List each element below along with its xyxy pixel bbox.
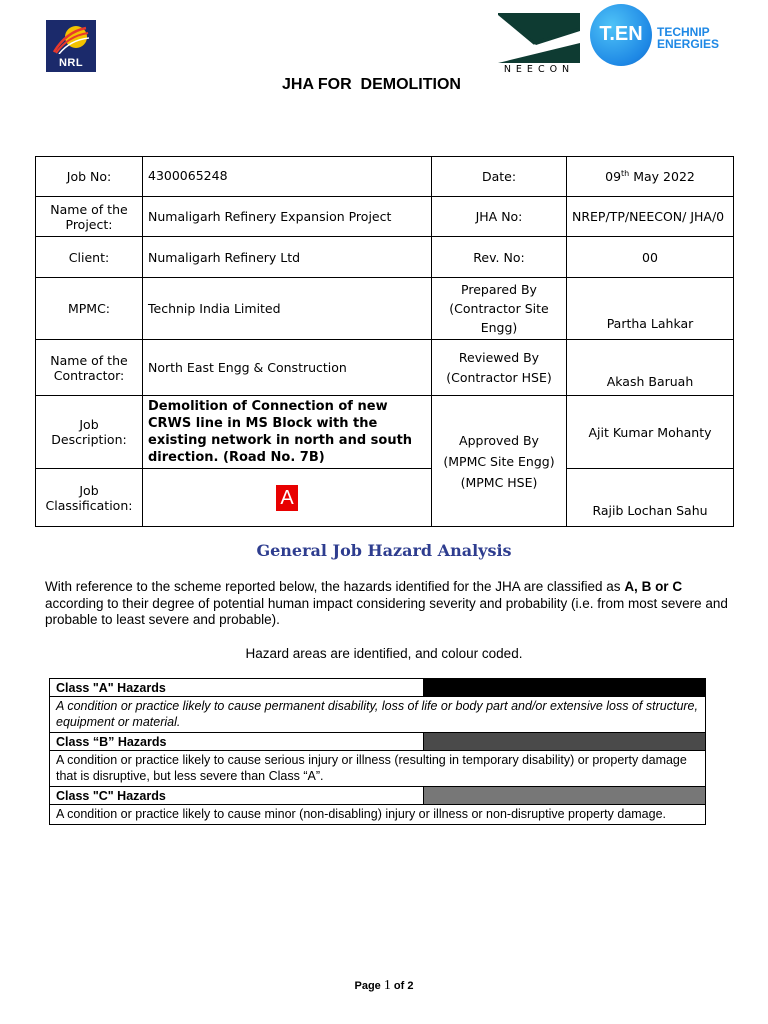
table-row bbox=[36, 340, 734, 396]
approved-by-cell bbox=[432, 396, 567, 527]
section-title: General Job Hazard Analysis bbox=[256, 541, 512, 560]
ten-name-line2: ENERGIES bbox=[657, 37, 720, 51]
table-row bbox=[36, 396, 734, 469]
approved-by-name-2: Rajib Lochan Sahu bbox=[567, 469, 734, 527]
ten-circle-mark bbox=[590, 4, 652, 66]
job-classification-cell bbox=[143, 469, 432, 527]
project-label: Name of the Project: bbox=[36, 197, 143, 237]
date-day: 09 bbox=[605, 169, 622, 185]
job-details-table bbox=[35, 156, 734, 527]
date-rest: May 2022 bbox=[629, 169, 695, 185]
hazard-class-a-swatch bbox=[424, 679, 706, 697]
table-row bbox=[36, 278, 734, 340]
reviewed-by-role: (Contractor HSE) bbox=[446, 369, 552, 385]
date-suffix: th bbox=[621, 168, 630, 178]
approved-by-role-1: (MPMC Site Engg) bbox=[443, 453, 555, 469]
hazard-class-c-description: A condition or practice likely to cause minor (non-disabling) injury or illness or non-disruptive property damage. bbox=[50, 805, 706, 825]
job-description-label: Job Description: bbox=[36, 396, 143, 469]
table-row bbox=[36, 197, 734, 237]
ten-mark-text: T.EN bbox=[599, 23, 643, 45]
neecon-logo-text: NEECON bbox=[503, 64, 575, 75]
prepared-by-name: Partha Lahkar bbox=[567, 278, 734, 340]
hazard-classes-table bbox=[49, 678, 706, 825]
ten-name bbox=[657, 26, 719, 50]
nrl-logo-text: NRL bbox=[58, 57, 84, 69]
technip-energies-logo bbox=[590, 4, 730, 70]
neecon-logo bbox=[498, 13, 580, 79]
job-no-value: 4300065248 bbox=[143, 157, 432, 197]
jha-no-value: NREP/TP/NEECON/ JHA/0 bbox=[567, 197, 734, 237]
document-title: JHA FOR DEMOLITION bbox=[282, 76, 461, 93]
nrl-logo bbox=[46, 20, 96, 72]
hazard-class-c-swatch bbox=[424, 787, 706, 805]
footer-page-total: 2 bbox=[407, 980, 414, 992]
hazard-class-a-description: A condition or practice likely to cause permanent disability, loss of life or body part and/or extensive loss of structure, equipment or material. bbox=[50, 697, 706, 733]
intro-classes: A, B or C bbox=[624, 579, 683, 594]
rev-no-label: Rev. No: bbox=[432, 237, 567, 278]
project-value: Numaligarh Refinery Expansion Project bbox=[143, 197, 432, 237]
hazard-class-b-header bbox=[50, 733, 706, 751]
jha-no-label: JHA No: bbox=[432, 197, 567, 237]
job-no-label: Job No: bbox=[36, 157, 143, 197]
prepared-by-role: (Contractor Site Engg) bbox=[449, 301, 549, 335]
table-row bbox=[36, 469, 734, 527]
prepared-by-label: Prepared By bbox=[461, 282, 537, 297]
ten-name-line1: TECHNIP bbox=[657, 25, 710, 39]
job-classification-label: Job Classification: bbox=[36, 469, 143, 527]
client-label: Client: bbox=[36, 237, 143, 278]
nrl-swirl-icon bbox=[52, 24, 90, 54]
date-value bbox=[567, 157, 734, 197]
hazard-class-a-desc-row bbox=[50, 697, 706, 733]
hazard-class-a-label: Class "A" Hazards bbox=[50, 679, 424, 697]
reviewed-by-name: Akash Baruah bbox=[567, 340, 734, 396]
footer-page-word: Page bbox=[354, 980, 384, 992]
approved-by-role-2: (MPMC HSE) bbox=[460, 474, 538, 490]
hazard-class-a-header bbox=[50, 679, 706, 697]
intro-text-2: according to their degree of potential human impact considering severity and probability (i.e. from most severe and probable to least severe and probable). bbox=[45, 595, 728, 627]
job-classification-badge: A bbox=[276, 485, 297, 511]
contractor-label: Name of the Contractor: bbox=[36, 340, 143, 396]
mpmc-value: Technip India Limited bbox=[143, 278, 432, 340]
job-description-value: Demolition of Connection of new CRWS line in MS Block with the existing network in north and south direction. (Road No. 7B) bbox=[143, 396, 432, 469]
colour-coded-note: Hazard areas are identified, and colour coded. bbox=[245, 646, 523, 661]
hazard-class-b-label: Class “B” Hazards bbox=[50, 733, 424, 751]
reviewed-by-label: Reviewed By bbox=[458, 349, 540, 365]
hazard-class-c-header bbox=[50, 787, 706, 805]
approved-by-label: Approved By bbox=[459, 432, 539, 448]
hazard-class-b-swatch bbox=[424, 733, 706, 751]
table-row bbox=[36, 237, 734, 278]
table-row bbox=[36, 157, 734, 197]
mpmc-label: MPMC: bbox=[36, 278, 143, 340]
hazard-class-c-desc-row bbox=[50, 805, 706, 825]
approved-by-name-1: Ajit Kumar Mohanty bbox=[567, 396, 734, 469]
contractor-value: North East Engg & Construction bbox=[143, 340, 432, 396]
client-value: Numaligarh Refinery Ltd bbox=[143, 237, 432, 278]
hazard-class-c-label: Class "C" Hazards bbox=[50, 787, 424, 805]
footer-page-number: 1 bbox=[383, 978, 391, 993]
intro-text-1: With reference to the scheme reported below, the hazards identified for the JHA are classified as bbox=[45, 579, 625, 594]
footer-of-word: of bbox=[390, 980, 408, 992]
page-footer bbox=[0, 978, 768, 994]
intro-paragraph bbox=[45, 579, 735, 629]
rev-no-value: 00 bbox=[567, 237, 734, 278]
prepared-by-cell bbox=[432, 278, 567, 340]
reviewed-by-cell bbox=[432, 340, 567, 396]
hazard-class-b-description: A condition or practice likely to cause serious injury or illness (resulting in temporary disability) or property damage that is disruptive, but less severe than Class “A”. bbox=[50, 751, 706, 787]
date-label: Date: bbox=[432, 157, 567, 197]
neecon-emblem-icon bbox=[498, 13, 580, 63]
hazard-class-b-desc-row bbox=[50, 751, 706, 787]
